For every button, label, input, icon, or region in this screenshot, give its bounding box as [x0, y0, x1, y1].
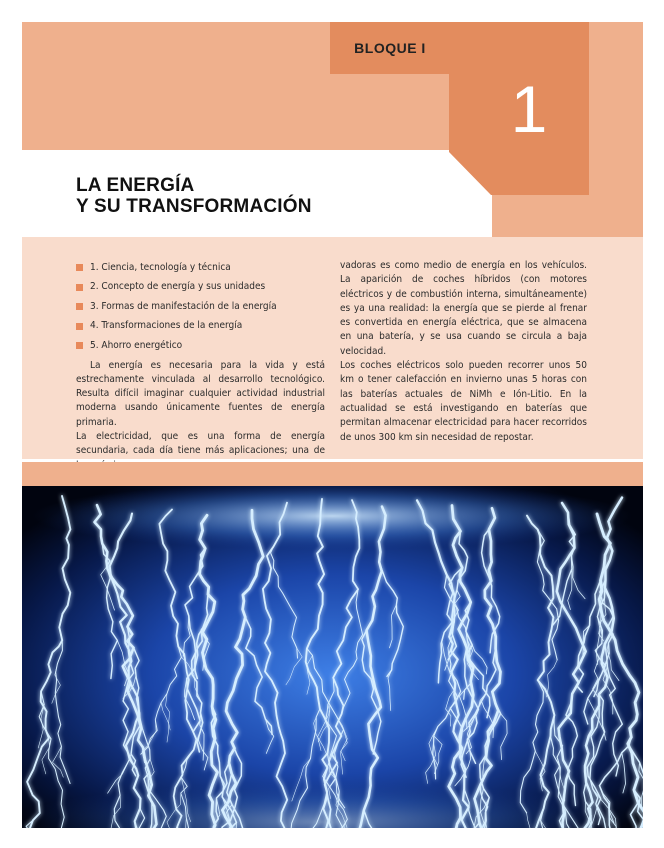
paragraph: La electricidad, que es una forma de energía secundaria, cada día tiene más aplicaciones; una de [76, 430, 325, 457]
contents-item: 4. Transformaciones de la energía [76, 317, 325, 337]
chapter-title [76, 175, 312, 217]
lightning-illustration [22, 486, 643, 828]
paragraph: La energía es necesaria para la vida y está estrechamente vinculada al desarrollo tecnológico. Resulta difícil imaginar cualquier actividad industrial moderna usando únicamente fuentes de energía primaria. [76, 359, 325, 428]
contents-item: 2. Concepto de energía y sus unidades [76, 278, 325, 298]
paragraph: Los coches eléctricos solo pueden recorrer unos 50 km o tener calefacción en invierno unas 5 horas con las baterías actuales de NiMh e Ión-Litio. En la actualidad se está investigando en baterías que permitan almacenar electricidad para hacer recorridos de unos 300 km sin necesidad de repostar. [340, 360, 587, 443]
paragraph: vadoras es como medio de energía en los vehículos. La aparición de coches híbridos (con motores eléctricos y de combustión interna, simultáneamente) es ya una realidad: la energía que se pierde al frenar es convertida en energía eléctrica, que se almacena en una batería, y se usa cuando se circula a baja velocidad. [340, 260, 587, 357]
contents-item: 1. Ciencia, tecnología y técnica [76, 258, 325, 278]
bloque-label: BLOQUE I [354, 40, 426, 56]
square-bullet-icon [76, 342, 83, 349]
divider-band [22, 462, 643, 486]
square-bullet-icon [76, 264, 83, 271]
square-bullet-icon [76, 323, 83, 330]
chapter-title-line2: Y SU TRANSFORMACIÓN [76, 196, 312, 217]
chapter-title-line1: LA ENERGÍA [76, 175, 195, 196]
bloque-tab [330, 22, 450, 74]
lightning-photo [22, 486, 643, 828]
contents-item: 3. Formas de manifestación de la energía [76, 297, 325, 317]
contents-list [76, 258, 325, 356]
square-bullet-icon [76, 303, 83, 310]
chapter-number: 1 [510, 71, 548, 146]
square-bullet-icon [76, 284, 83, 291]
text-column-right [340, 259, 587, 445]
text-column-left [76, 258, 325, 473]
contents-item: 5. Ahorro energético [76, 336, 325, 356]
